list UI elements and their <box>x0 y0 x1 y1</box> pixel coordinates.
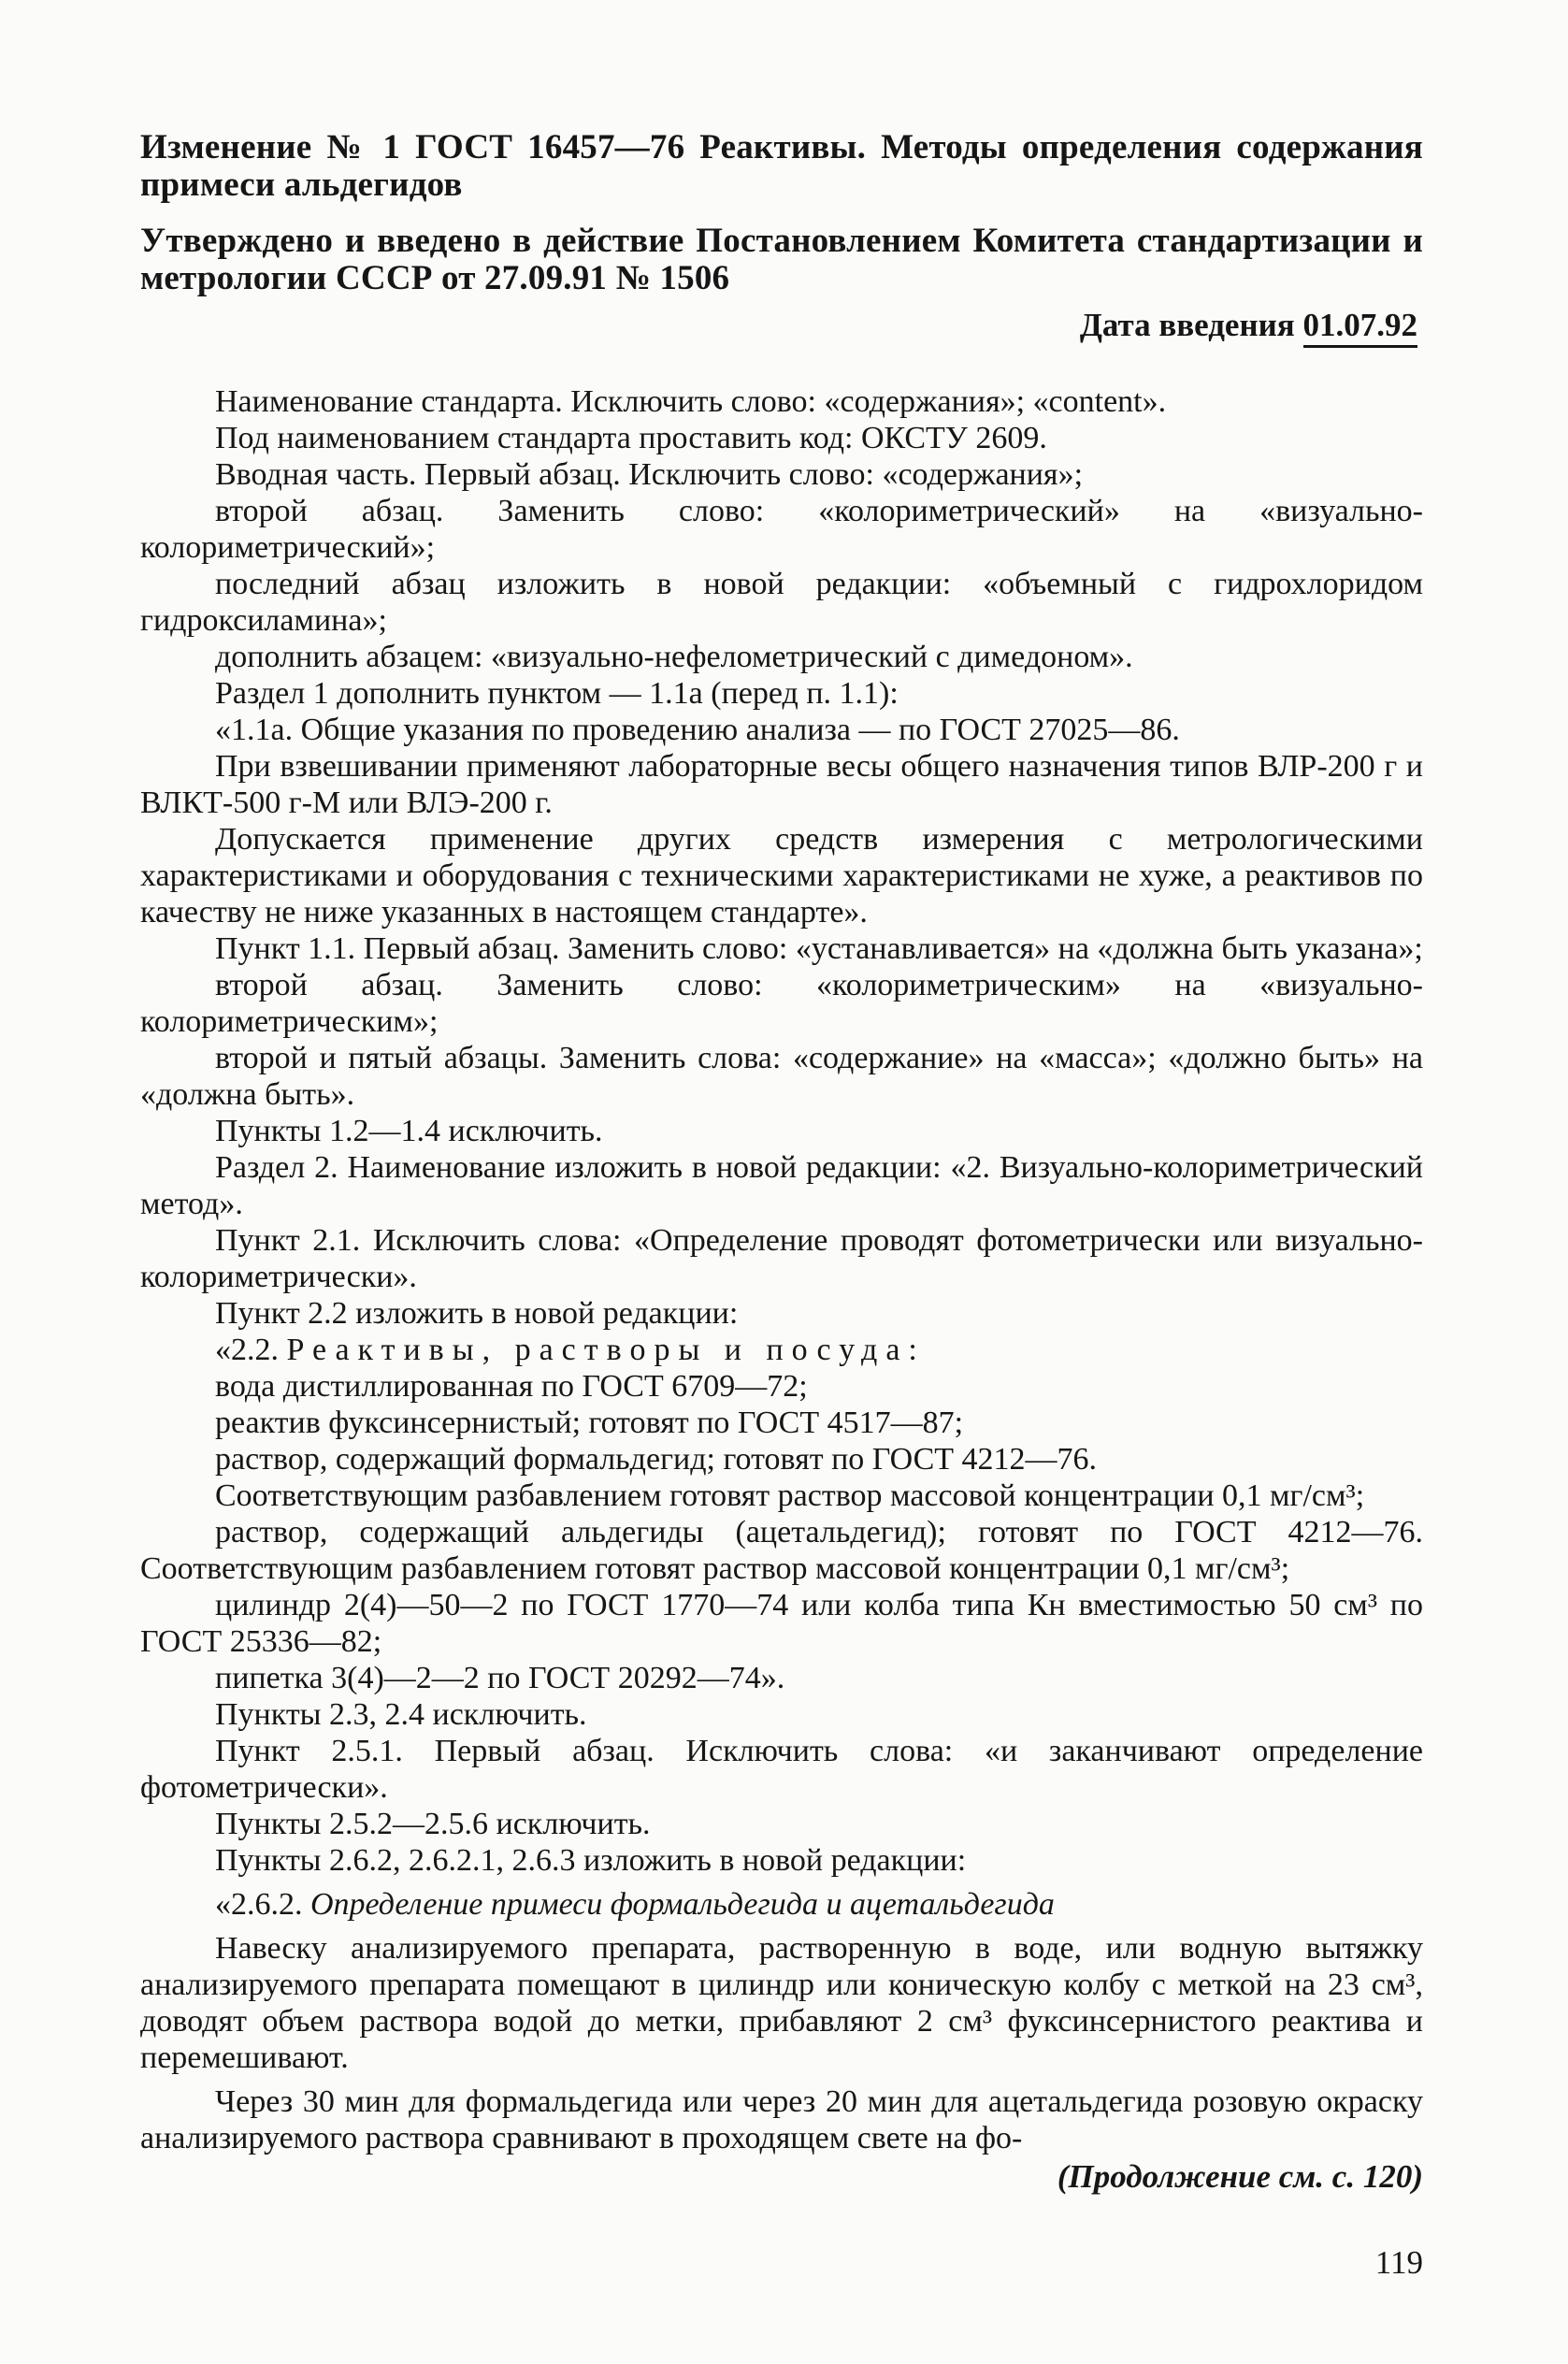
paragraph: дополнить абзацем: «визуально-нефелометрический с димедоном». <box>215 640 1133 674</box>
paragraph: раствор, содержащий альдегиды (ацетальдегид); готовят по ГОСТ 4212—76. Соответствующим разбавлением готовят раствор массовой концентрации 0,1 мг/см³; <box>140 1515 1423 1586</box>
paragraph: раствор, содержащий формальдегид; готовят по ГОСТ 4212—76. <box>215 1442 1098 1477</box>
paragraph: цилиндр 2(4)—50—2 по ГОСТ 1770—74 или колба типа Кн вместимостью 50 см³ по ГОСТ 25336—82; <box>140 1588 1423 1659</box>
clause-heading-italic: Определение примеси формальдегида и ацетальдегида <box>310 1887 1055 1922</box>
paragraph: второй и пятый абзацы. Заменить слова: «содержание» на «масса»; «должно быть» на «должна быть». <box>140 1041 1423 1112</box>
clause-number: «2.2. <box>215 1333 279 1367</box>
paragraph: Пункт 1.1. Первый абзац. Заменить слово: «устанавливается» на «должна быть указана»; <box>215 931 1423 966</box>
paragraph: Раздел 2. Наименование изложить в новой редакции: «2. Визуально-колориметрический метод». <box>140 1150 1423 1221</box>
effective-date-value: 01.07.92 <box>1303 307 1418 348</box>
paragraph: Пункт 2.2 изложить в новой редакции: <box>215 1296 739 1331</box>
approval-statement: Утверждено и введено в действие Постановлением Комитета стандартизации и метрологии СССР от 27.09.91 № 1506 <box>140 222 1423 297</box>
continuation-note: (Продолжение см. с. 120) <box>1057 2158 1423 2195</box>
clause-number: «2.6.2. <box>215 1887 303 1922</box>
paragraph: Раздел 1 дополнить пунктом — 1.1а (перед п. 1.1): <box>215 676 899 711</box>
paragraph-section-heading <box>140 1886 1423 1923</box>
document-body <box>140 383 1423 2156</box>
page-number: 119 <box>1374 2244 1423 2281</box>
paragraph: вода дистиллированная по ГОСТ 6709—72; <box>215 1369 808 1404</box>
document-content <box>140 129 1423 2156</box>
paragraph: При взвешивании применяют лабораторные весы общего назначения типов ВЛР-200 г и ВЛКТ-500 г-М или ВЛЭ-200 г. <box>140 749 1423 820</box>
paragraph: последний абзац изложить в новой редакции: «объемный с гидрохлоридом гидроксиламина»; <box>140 567 1423 638</box>
paragraph: Пункты 1.2—1.4 исключить. <box>215 1114 603 1148</box>
paragraph: Пункты 2.5.2—2.5.6 исключить. <box>215 1807 651 1841</box>
document-title: Изменение № 1 ГОСТ 16457—76 Реактивы. Методы определения содержания примеси альдегидов <box>140 128 1423 204</box>
paragraph: Пункты 2.3, 2.4 исключить. <box>215 1697 587 1732</box>
effective-date <box>140 307 1417 344</box>
paragraph: Под наименованием стандарта проставить код: ОКСТУ 2609. <box>215 421 1047 455</box>
paragraph-reagents-heading <box>140 1332 1423 1368</box>
paragraph: второй абзац. Заменить слово: «колориметрическим» на «визуально-колориметрическим»; <box>140 968 1423 1039</box>
paragraph: «1.1а. Общие указания по проведению анализа — по ГОСТ 27025—86. <box>215 713 1180 747</box>
paragraph: Допускается применение других средств измерения с метрологическими характеристиками и оборудования с техническими характеристиками не хуже, а реактивов по качеству не ниже указанных в настоящем стандарте». <box>140 822 1423 930</box>
paragraph: Навеску анализируемого препарата, растворенную в воде, или водную вытяжку анализируемого препарата помещают в цилиндр или коническую колбу с меткой на 23 см³, доводят объем раствора водой до метки, прибавляют 2 см³ фуксинсернистого реактива и перемешивают. <box>140 1931 1423 2075</box>
paragraph: Пункты 2.6.2, 2.6.2.1, 2.6.3 изложить в новой редакции: <box>215 1843 967 1878</box>
effective-date-label: Дата введения <box>1079 307 1295 343</box>
paragraph: Пункт 2.1. Исключить слова: «Определение проводят фотометрически или визуально-колориметрически». <box>140 1223 1423 1294</box>
paragraph: Пункт 2.5.1. Первый абзац. Исключить слова: «и заканчивают определение фотометрически». <box>140 1734 1423 1805</box>
paragraph: реактив фуксинсернистый; готовят по ГОСТ 4517—87; <box>215 1405 964 1440</box>
paragraph: Вводная часть. Первый абзац. Исключить слово: «содержания»; <box>215 457 1084 492</box>
paragraph: Соответствующим разбавлением готовят раствор массовой концентрации 0,1 мг/см³; <box>215 1478 1365 1513</box>
clause-heading-spaced: Реактивы, растворы и посуда: <box>286 1333 926 1367</box>
paragraph: пипетка 3(4)—2—2 по ГОСТ 20292—74». <box>215 1661 785 1695</box>
paragraph: Через 30 мин для формальдегида или через 20 мин для ацетальдегида розовую окраску анализируемого раствора сравнивают в проходящем свете на фо- <box>140 2084 1423 2155</box>
paragraph: второй абзац. Заменить слово: «колориметрический» на «визуально-колориметрический»; <box>140 494 1423 565</box>
paragraph: Наименование стандарта. Исключить слово: «содержания»; «content». <box>215 384 1167 419</box>
